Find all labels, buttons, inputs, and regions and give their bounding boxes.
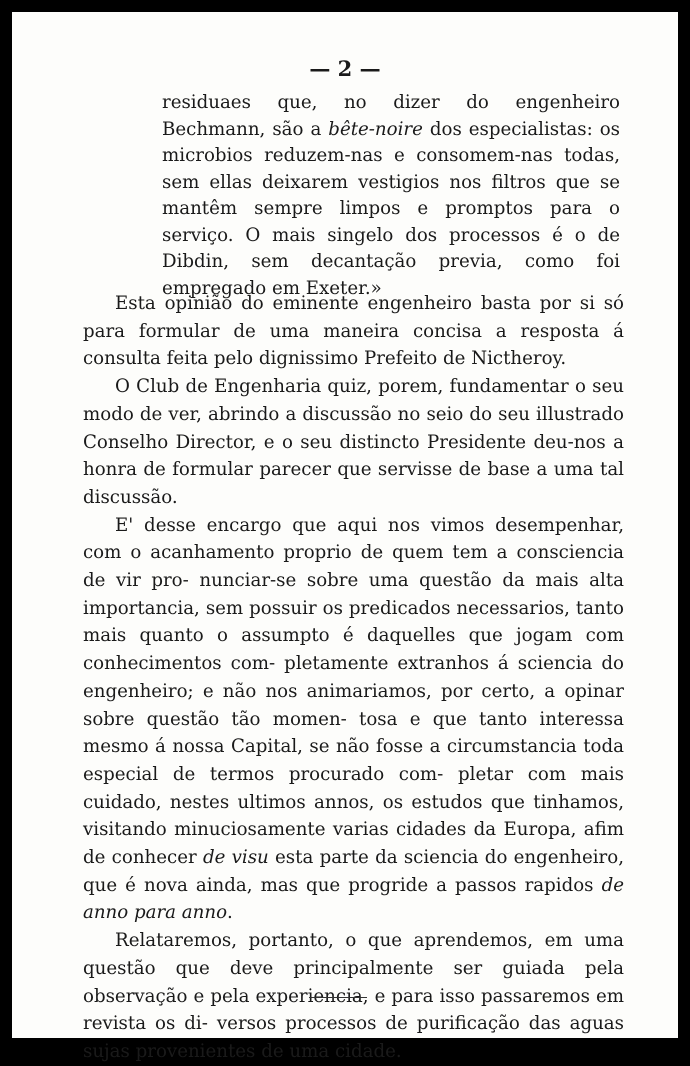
text-line	[83, 432, 624, 453]
text-line	[261, 1041, 401, 1062]
text-run: previa, como foi empregado em Exeter.»	[162, 251, 620, 299]
text-run: de uma cidade.	[261, 1040, 402, 1062]
end-rule	[309, 997, 367, 998]
text-run: singelo dos processos é o de Dibdin, sem decantação	[162, 224, 620, 272]
text-run: feita pelo dignissimo Prefeito de Nictheroy.	[166, 348, 567, 370]
text-run: e pela experiencia, e para isso passaremos em revista os di-	[83, 985, 624, 1035]
text-run: honra de formular parecer que servisse de base a uma tal	[83, 459, 624, 481]
paragraph	[83, 512, 624, 928]
italic-phrase: bête-noire	[328, 118, 423, 140]
text-run: reduzem-nas e consomem-nas todas, sem ellas	[162, 145, 620, 193]
text-run: residuaes que, no dizer do engenheiro Bechmann,	[162, 92, 620, 140]
text-run: que tinhamos, visitando minuciosamente varias cidades da	[83, 791, 624, 841]
text-run: pletamente extranhos á sciencia do engenheiro; e não nos	[83, 653, 624, 702]
text-run: esta parte da sciencia	[268, 847, 479, 869]
text-run: deixarem vestigios nos filtros que se mantêm	[162, 171, 620, 219]
quoted-passage	[162, 90, 620, 302]
text-line	[83, 404, 624, 425]
text-run: tosa e que tanto interessa mesmo á nossa Capital, se não	[83, 708, 624, 758]
text-run: questão que deve principalmente ser guiada pela observação	[83, 957, 624, 1007]
text-run: Esta opinião do eminente engenheiro basta por si só	[115, 293, 624, 314]
text-run: são a	[272, 118, 329, 140]
text-run: modo de ver, abrindo a discussão no seio do seu illustrado	[83, 403, 624, 425]
text-line	[115, 293, 624, 314]
text-run: o acanhamento proprio de quem tem a consciencia de vir pro-	[83, 542, 624, 592]
document-page	[12, 12, 678, 1062]
italic-phrase: de anno para anno	[83, 874, 624, 924]
text-run: pletar com mais cuidado, nestes ultimos annos, os estudos	[83, 763, 624, 813]
text-line	[167, 348, 567, 369]
text-run: para formular de uma maneira concisa a resposta á consulta	[83, 320, 624, 370]
text-run: dos especialistas: os microbios	[162, 118, 620, 166]
text-line	[83, 487, 178, 508]
text-run: assumpto é daquelles que jogam com conhecimentos com-	[83, 625, 624, 675]
text-run: E' desse encargo que aqui nos vimos desempenhar, com	[83, 514, 624, 564]
text-run: discussão.	[83, 486, 178, 508]
page-number: — 2 —	[309, 56, 381, 81]
text-line	[115, 376, 624, 397]
text-run: Europa, afim de conhecer	[83, 819, 624, 869]
text-run: fosse a circumstancia toda especial de termos procurado com-	[83, 736, 624, 785]
paragraph	[83, 290, 624, 373]
text-run: Relataremos, portanto, o que aprendemos, em uma	[115, 930, 624, 952]
text-run: animariamos, por certo, a opinar sobre questão tão momen-	[83, 680, 624, 730]
text-line	[115, 930, 624, 951]
text-line	[83, 459, 624, 480]
italic-phrase: de visu	[202, 847, 269, 869]
body-text	[83, 290, 624, 1066]
text-run: .	[227, 902, 233, 924]
paragraph	[83, 373, 624, 512]
text-run: rapidos	[524, 874, 602, 896]
text-run: versos processos de purificação das aguas sujas provenientes	[83, 1013, 624, 1062]
text-run: sempre limpos e promptos para o serviço. O mais	[162, 198, 620, 246]
text-run: Conselho Director, e o seu distincto Presidente deu-nos a	[83, 431, 624, 453]
text-run: nunciar-se sobre uma questão da mais alta importancia, sem	[83, 570, 624, 619]
text-run: do engenheiro, que é nova ainda, mas que progride a passos	[83, 847, 624, 896]
text-run: possuir os predicados necessarios, tanto mais quanto o	[83, 597, 624, 647]
text-run: O Club de Engenharia quiz, porem, fundamentar o seu	[115, 376, 624, 398]
